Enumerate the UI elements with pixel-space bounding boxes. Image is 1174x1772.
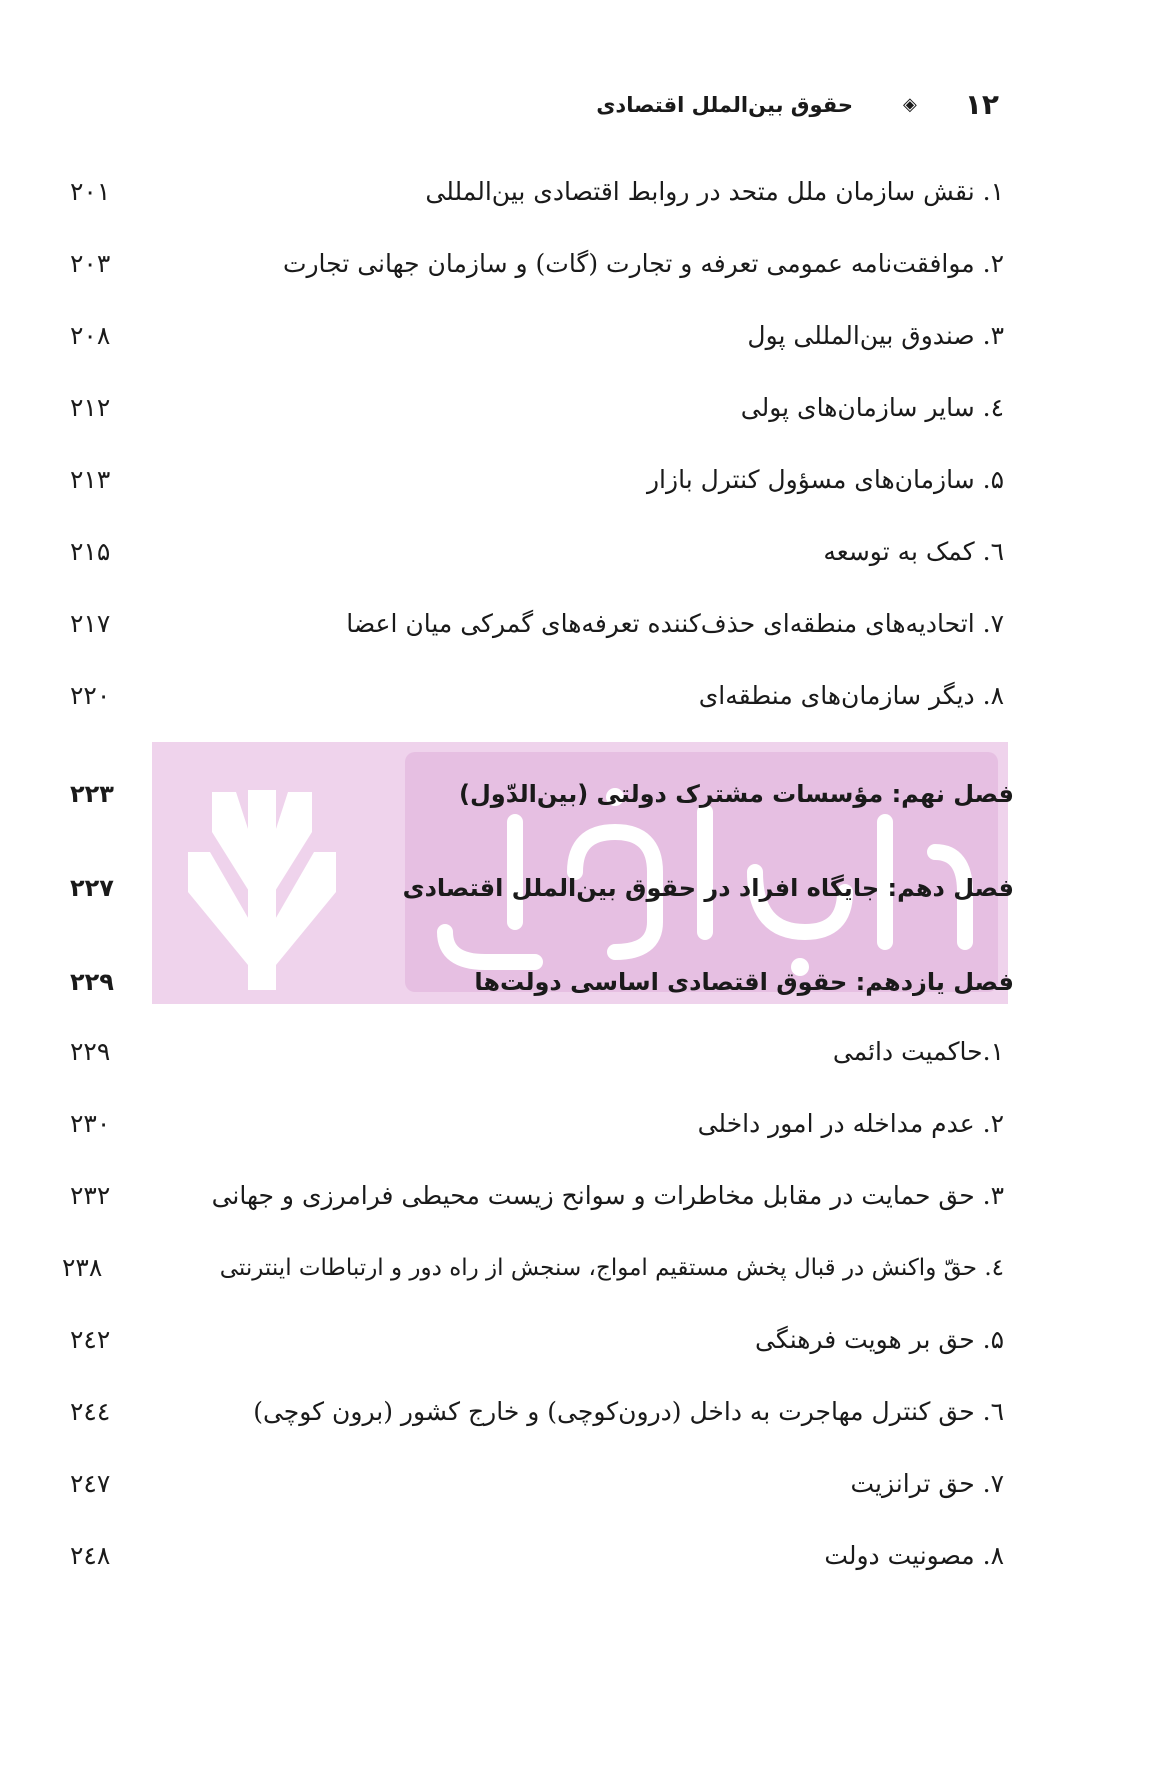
toc-chapter-entry[interactable]	[60, 772, 1014, 816]
toc-entry[interactable]	[60, 242, 1004, 286]
toc-entry[interactable]	[60, 1318, 1004, 1362]
toc-chapter-page: ۲۲۹	[70, 968, 114, 996]
page-number: ۱۲	[964, 88, 999, 121]
toc-entry-page: ۲۱۵	[70, 537, 111, 566]
toc-entry-title: ۳. صندوق بین‌المللی پول	[747, 321, 1004, 350]
toc-entry-title: ۱. نقش سازمان ملل متحد در روابط اقتصادی بین‌المللی	[425, 177, 1004, 206]
toc-entry-title: ۲. عدم مداخله در امور داخلی	[697, 1109, 1004, 1138]
toc-chapter-page: ۲۲۳	[70, 780, 114, 808]
toc-entry[interactable]	[60, 1030, 1004, 1074]
toc-entry-title: ۷. اتحادیه‌های منطقه‌ای حذف‌کننده تعرفه‌های گمرکی میان اعضا	[346, 609, 1004, 638]
toc-entry-page: ۲۰۱	[70, 177, 111, 206]
toc-entry-page: ۲٤٤	[70, 1397, 111, 1426]
toc-entry-page: ۲۳۰	[70, 1109, 111, 1138]
toc-entry-title: ٤. حقّ واکنش در قبال پخش مستقیم امواج، سنجش از راه دور و ارتباطات اینترنتی	[219, 1255, 1004, 1281]
toc-chapter-title: فصل یازدهم: حقوق اقتصادی اساسی دولت‌ها	[474, 968, 1014, 996]
toc-entry-page: ۲۰۸	[70, 321, 111, 350]
toc-chapter-entry[interactable]	[60, 960, 1014, 1004]
toc-entry[interactable]	[60, 1462, 1004, 1506]
toc-entry[interactable]	[60, 1534, 1004, 1578]
toc-entry-title: ۱.حاکمیت دائمی	[832, 1037, 1004, 1066]
toc-entry-page: ۲۰۳	[70, 249, 111, 278]
toc-entry-title: ۳. حق حمایت در مقابل مخاطرات و سوانح زیست محیطی فرامرزی و جهانی	[211, 1181, 1004, 1210]
toc-entry[interactable]	[60, 1390, 1004, 1434]
toc-entry[interactable]	[60, 602, 1004, 646]
toc-entry[interactable]	[60, 458, 1004, 502]
toc-chapter-title: فصل دهم: جایگاه افراد در حقوق بین‌الملل اقتصادی	[402, 874, 1014, 902]
toc-entry-title: ۸. دیگر سازمان‌های منطقه‌ای	[698, 681, 1004, 710]
toc-entry-title: ٦. حق کنترل مهاجرت به داخل (درون‌کوچی) و خارج کشور (برون کوچی)	[253, 1397, 1004, 1426]
toc-entry-title: ۸. مصونیت دولت	[824, 1541, 1004, 1570]
toc-entry-title: ۲. موافقت‌نامه عمومی تعرفه و تجارت (گات) و سازمان جهانی تجارت	[282, 249, 1004, 278]
toc-entry[interactable]	[60, 530, 1004, 574]
toc-chapter-page: ۲۲۷	[70, 874, 114, 902]
toc-entry-page: ۲۱۳	[70, 465, 111, 494]
toc-entry[interactable]	[60, 386, 1004, 430]
toc-entry-title: ٤. سایر سازمان‌های پولی	[740, 393, 1004, 422]
toc-entry-page: ۲٤۲	[70, 1325, 111, 1354]
diamond-separator-icon: ◈	[902, 94, 917, 115]
toc-entry-page: ۲۳۸	[62, 1253, 103, 1282]
running-title: حقوق بین‌الملل اقتصادی	[596, 92, 853, 117]
toc-chapter-entry[interactable]	[60, 866, 1014, 910]
toc-entry-page: ۲٤۸	[70, 1541, 111, 1570]
toc-entry-page: ۲۲۰	[70, 681, 111, 710]
toc-entry-page: ۲۳۲	[70, 1181, 111, 1210]
toc-entry[interactable]	[60, 314, 1004, 358]
toc-entry[interactable]	[60, 1246, 1004, 1290]
toc-entry-page: ۲٤۷	[70, 1469, 111, 1498]
toc-entry-page: ۲۱۲	[70, 393, 111, 422]
toc-entry-page: ۲۱۷	[70, 609, 111, 638]
toc-entry-title: ٦. کمک به توسعه	[823, 537, 1004, 566]
toc-chapter-title: فصل نهم: مؤسسات مشترک دولتی (بین‌الدّول)	[459, 780, 1014, 808]
toc-entry-title: ۷. حق ترانزیت	[850, 1469, 1004, 1498]
toc-entry-title: ۵. سازمان‌های مسؤول کنترل بازار	[646, 465, 1004, 494]
toc-entry[interactable]	[60, 1102, 1004, 1146]
toc-entry-title: ۵. حق بر هویت فرهنگی	[755, 1325, 1004, 1354]
toc-entry[interactable]	[60, 170, 1004, 214]
toc-entry[interactable]	[60, 1174, 1004, 1218]
toc-entry[interactable]	[60, 674, 1004, 718]
toc-entry-page: ۲۲۹	[70, 1037, 111, 1066]
